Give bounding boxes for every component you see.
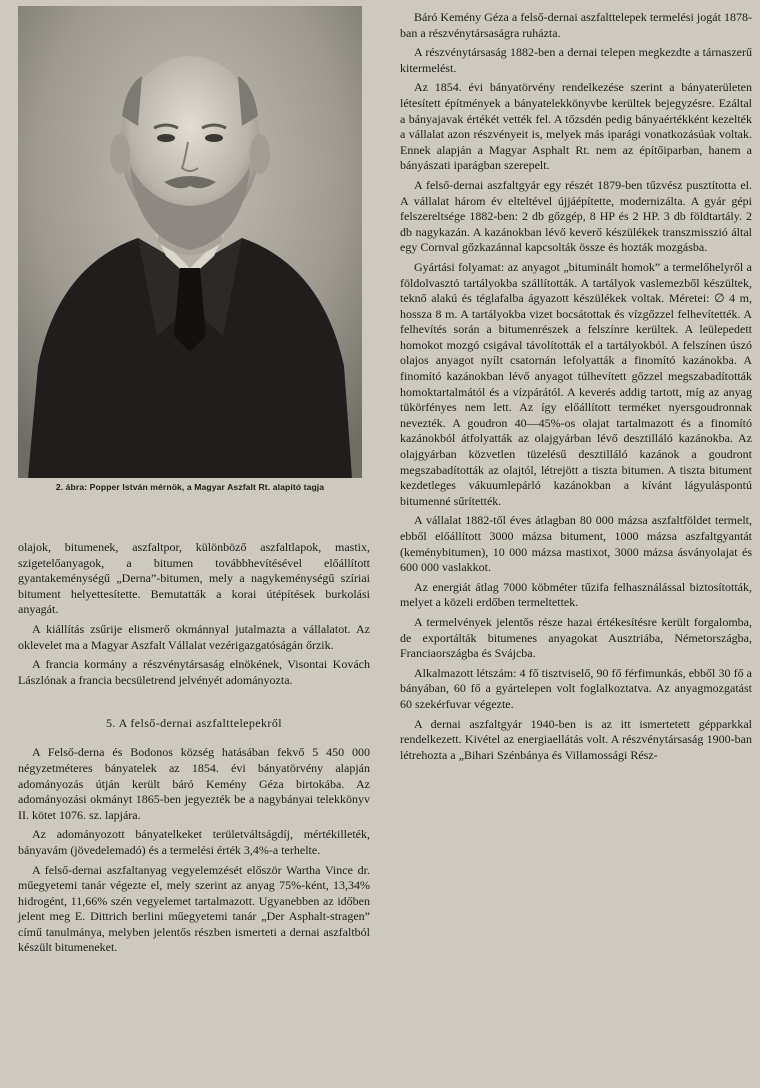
left-paragraph-award: A francia kormány a részvénytársaság elnökének, Visontai Kovách Lászlónak a francia becsületrend jelvényét adományozta. [18,657,370,687]
portrait-drawing [18,6,362,478]
left-paragraph-continuation: olajok, bitumenek, aszfaltpor, különböző aszfaltlapok, mastix, szigetelőanyagok, a bitumen továbbhevítésével előállított gyantakeménységű „Derna”-bitumen, mely a nagykeménységű szíriai bitument helyettesítette. Bemutatták a korai útépítések burkolási anyagát. [18,540,370,617]
left-column [18,540,370,956]
right-paragraph-10: A dernai aszfaltgyár 1940-ben is az itt ismertetett gépparkkal rendelkezett. Kivétel az energiaellátás volt. A részvénytársaság 1900-ban létrehozta a „Bihari Szénbánya és Villamossági Rész- [400,716,752,762]
section-paragraph-mining-plot: A Felső-derna és Bodonos község hatásában fekvő 5 450 000 négyzetméteres bányatelek az 1854. évi bányatörvény alapján adományozás útján került báró Kemény Géza birtokába. Az adományozási okmányt 1865-ben jegyezték be a nagybányai telekkönyv II. kötet 1076. sz. lapjára. [18,745,370,822]
right-paragraph-6: A vállalat 1882-től éves átlagban 80 000 mázsa aszfaltföldet termelt, ebből előállított 3000 mázsa bitument, 1000 mázsa aszfaltgyantát (keménybitumen), 10 000 mázsa mastixot, 3000 mázsa ásványolajat és 600 000 vaslakkot. [400,513,752,575]
right-paragraph-7: Az energiát átlag 7000 köbméter tűzifa felhasználással biztosították, melyet a közeli erdőben termeltettek. [400,579,752,610]
figure-caption: 2. ábra: Popper István mérnök, a Magyar Aszfalt Rt. alapító tagja [55,482,325,492]
right-paragraph-4: A felső-dernai aszfaltgyár egy részét 1879-ben tűzvész pusztította el. A vállalat három év elteltével újjáépítette, modernizálta. A gyár gépi felszereltsége 1882-ben: 2 db gőzgép, 8 HP és 2 HP. 3 db földtartály. 2 db nagykazán. A kazánokban lévő keverő készülékek transzmisszió által egy Cornval gőzkazánnal kapcsolták össze és hozták mozgásba. [400,177,752,255]
right-paragraph-1: Báró Kemény Géza a felső-dernai aszfalttelepek termelési jogát 1878-ban a részvénytársaságra ruházta. [400,10,752,40]
section-heading: 5. A felső-dernai aszfalttelepekről [106,716,282,731]
right-paragraph-8: A termelvények jelentős része hazai értékesítésre került forgalomba, de exportálták bitumenes anyagokat Ausztriába, Németországba, Franciaországba és Svájcba. [400,614,752,661]
left-paragraph-exhibition: A kiállítás zsűrije elismerő okmánnyal jutalmazta a vállalatot. Az oklevelet ma a Magyar Aszfalt Vállalat vezérigazgatóságán őrzik. [18,621,370,652]
section-paragraph-fees: Az adományozott bányatelkeket területváltságdíj, mértékilleték, bányavám (jövedelemadó) és a termelési érték 3,4%-a terhelte. [18,827,370,857]
portrait-photo [18,6,362,478]
right-column [400,10,752,763]
section-paragraph-analysis: A felső-dernai aszfaltanyag vegyelemzését először Wartha Vince dr. műegyetemi tanár végezte el, mely szerint az anyag 75%-ként, 13,34% hidrogént, 11,66% szén vegyelemet tartalmazott. Ugyanebben az időben jelent meg E. Dittrich berlini műegyetemi tanár „Der Asphalt-stragen” című tanulmánya, melyben jelentős részben ismerteti a dernai aszfaltból készült bitumeneket. [18,862,370,955]
right-paragraph-9: Alkalmazott létszám: 4 fő tisztviselő, 90 fő férfimunkás, ebből 30 fő a bányában, 60 fő a gyártelepen volt foglalkoztatva. Az anyagmozgatást 60 szekérfuvar végezte. [400,665,752,711]
right-paragraph-3: Az 1854. évi bányatörvény rendelkezése szerint a bányaterületen létesített építmények a bányatelekkönyvbe kerültek bejegyzésre. Ezáltal a bányajavak értékét vették fel. A tőzsdén pedig bányaértékként kezelték a vállalat azon részvényeit is, melyek más iparági vonatkozásúak voltak. Ennek alapján a Magyar Asphalt Rt. nem az építőiparban, hanem a bányászati iparágban szerepelt. [400,80,752,173]
right-paragraph-2: A részvénytársaság 1882-ben a dernai telepen megkezdte a tárnaszerű kitermelést. [400,45,752,75]
right-paragraph-5: Gyártási folyamat: az anyagot „bituminált homok” a termelőhelyről a földolvasztó tartályokba szállították. A tartályok vaslemezből készültek, teknő alakú és téglafalba ágyazott készülékek voltak. Méretei: ∅ 4 m, hossza 8 m. A tartályokba vizet bocsátottak és vízgőzzel felhevítették. A felhevítés során a bitumenrészek a felszínre kerültek. A leülepedett homokot mozgó csigával távolították el a tartályokból. A felszínen úszó olajos anyagot nyílt csatornán lefolyatták a finomító kazánokba. A finomító kazánokban lévő anyagot túlhevített gőzzel megszabadították homoktartalmától és a vízpárától. A keverés addig tartott, míg az anyag tükörfényes nem lett. Az így előállított terméket nyersgoudronnak nevezték. A goudron 40—45%-os olajat tartalmazott és a finomító kazánokból átfolyatták az olajgyárban lévő desztilláló kazánokba. Az olajgyárban közvetlen tüzelésű desztilláló kazánok a goudront megszabadították az olajtól, létrejött a tiszta bitumen. A tiszta bitument kezdetleges vákuumlepárló kazánokban a kívánt lágyuláspontú bitumenné sűrítették. [400,259,752,508]
